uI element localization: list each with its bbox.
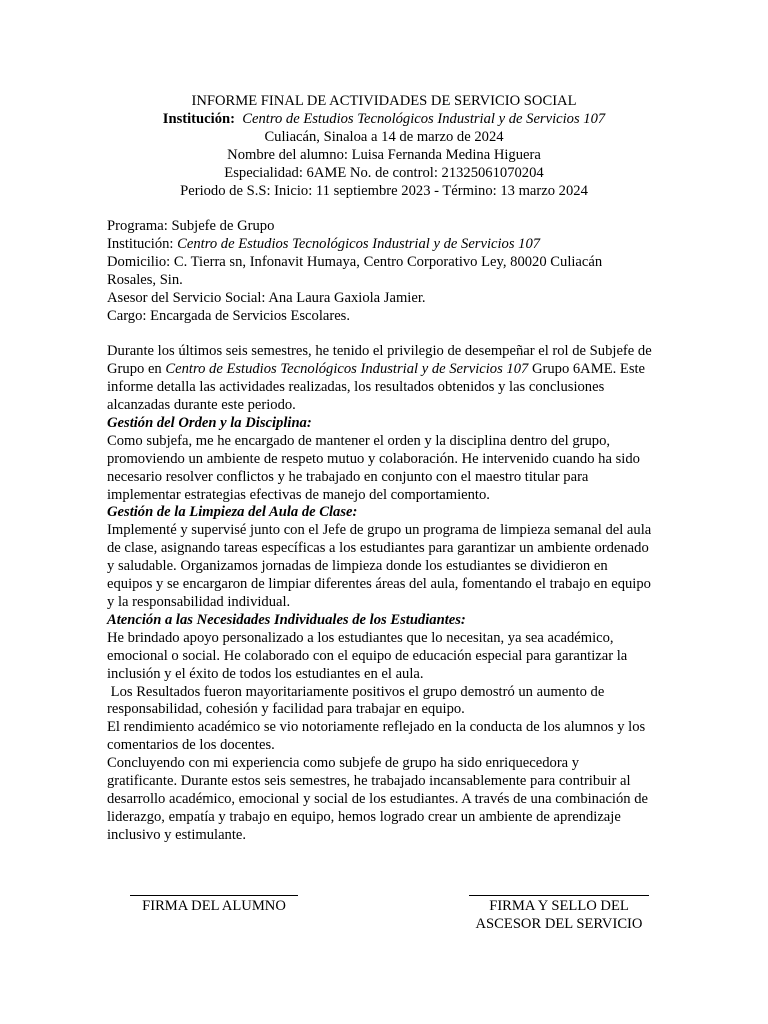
position-line: Cargo: Encargada de Servicios Escolares. bbox=[107, 307, 351, 324]
specialty-line: Especialidad: 6AME No. de control: 21325061070204 bbox=[224, 164, 544, 181]
institution-line bbox=[0, 111, 768, 129]
address-line: Domicilio: C. Tierra sn, Infonavit Humaya, Centro Corporativo Ley, 80020 Culiacán Rosales, Sin. bbox=[107, 253, 603, 288]
results-paragraph: Los Resultados fueron mayoritariamente positivos el grupo demostró un aumento de responsabilidad, cohesión y facilidad para trabajar en equipo. bbox=[107, 683, 608, 718]
institution-name: Centro de Estudios Tecnológicos Industrial y de Servicios 107 bbox=[242, 110, 606, 127]
section-body-needs: He brindado apoyo personalizado a los estudiantes que lo necesitan, ya sea académico, emocional o social. He colaborado con el equipo de educación especial para garantizar la inclusión y el éxito de todos los estudiantes en el aula. bbox=[107, 629, 628, 682]
institution-info-label: Institución: bbox=[107, 235, 178, 252]
advisor-signature-block bbox=[469, 895, 649, 933]
spacer bbox=[107, 325, 652, 343]
program-line: Programa: Subjefe de Grupo bbox=[107, 218, 275, 234]
section-heading-needs: Atención a las Necesidades Individuales de los Estudiantes: bbox=[107, 611, 466, 628]
signature-line bbox=[130, 895, 298, 896]
section-heading-cleaning: Gestión de la Limpieza del Aula de Clase: bbox=[107, 504, 358, 521]
advisor-signature-label-2: ASCESOR DEL SERVICIO bbox=[475, 916, 643, 932]
performance-paragraph: El rendimiento académico se vio notoriamente reflejado en la conducta de los alumnos y los comentarios de los docentes. bbox=[107, 719, 646, 754]
report-title: INFORME FINAL DE ACTIVIDADES DE SERVICIO SOCIAL bbox=[191, 93, 577, 109]
section-body-cleaning: Implementé y supervisé junto con el Jefe de grupo un programa de limpieza semanal del aula de clase, asignando tareas específicas a los estudiantes para garantizar un ambiente ordenado y saludable. Organizamos jornadas de limpieza donde los estudiantes se dividieron en equipos y se encargaron de limpiar diferentes áreas del aula, fomentando el trabajo en equipo y la responsabilidad individual. bbox=[107, 522, 652, 611]
advisor-line: Asesor del Servicio Social: Ana Laura Gaxiola Jamier. bbox=[107, 289, 426, 306]
report-header bbox=[0, 93, 768, 200]
student-signature-label: FIRMA DEL ALUMNO bbox=[142, 898, 286, 914]
section-body-discipline: Como subjefa, me he encargado de mantener el orden y la disciplina dentro del grupo, promoviendo un ambiente de respeto mutuo y colaboración. He intervenido cuando ha sido necesario resolver conflictos y he trabajado en conjunto con el maestro titular para implementar estrategias efectivas de manejo del comportamiento. bbox=[107, 432, 640, 503]
student-signature-block bbox=[130, 895, 298, 915]
intro-paragraph bbox=[107, 343, 652, 415]
intro-text-2: Grupo 6AME. Este informe detalla las actividades realizadas, los resultados obtenidos y las conclusiones alcanzadas durante este periodo. bbox=[107, 361, 646, 414]
intro-text-1: Durante los últimos seis semestres, he tenido el privilegio de desempeñar el rol de Subjefe de Grupo en bbox=[107, 343, 652, 378]
date-line: Culiacán, Sinaloa a 14 de marzo de 2024 bbox=[264, 128, 504, 145]
institution-info-name: Centro de Estudios Tecnológicos Industrial y de Servicios 107 bbox=[177, 235, 541, 252]
institution-label: Institución: bbox=[162, 110, 235, 127]
intro-institution: Centro de Estudios Tecnológicos Industrial y de Servicios 107 bbox=[165, 361, 529, 378]
student-line: Nombre del alumno: Luisa Fernanda Medina Higuera bbox=[227, 146, 541, 163]
section-heading-discipline: Gestión del Orden y la Disciplina: bbox=[107, 414, 312, 431]
period-line: Periodo de S.S: Inicio: 11 septiembre 2023 - Término: 13 marzo 2024 bbox=[180, 182, 588, 199]
institution-info-line bbox=[107, 236, 652, 254]
report-body bbox=[107, 218, 652, 845]
signature-line bbox=[469, 895, 649, 896]
advisor-signature-label-1: FIRMA Y SELLO DEL bbox=[489, 898, 629, 914]
conclusion-paragraph: Concluyendo con mi experiencia como subjefe de grupo ha sido enriquecedora y gratificante. Durante estos seis semestres, he trabajado incansablemente para contribuir al desarrollo académico, emocional y social de los estudiantes. A través de una combinación de liderazgo, empatía y trabajo en equipo, hemos logrado crear un ambiente de aprendizaje inclusivo y estimulante. bbox=[107, 755, 649, 843]
